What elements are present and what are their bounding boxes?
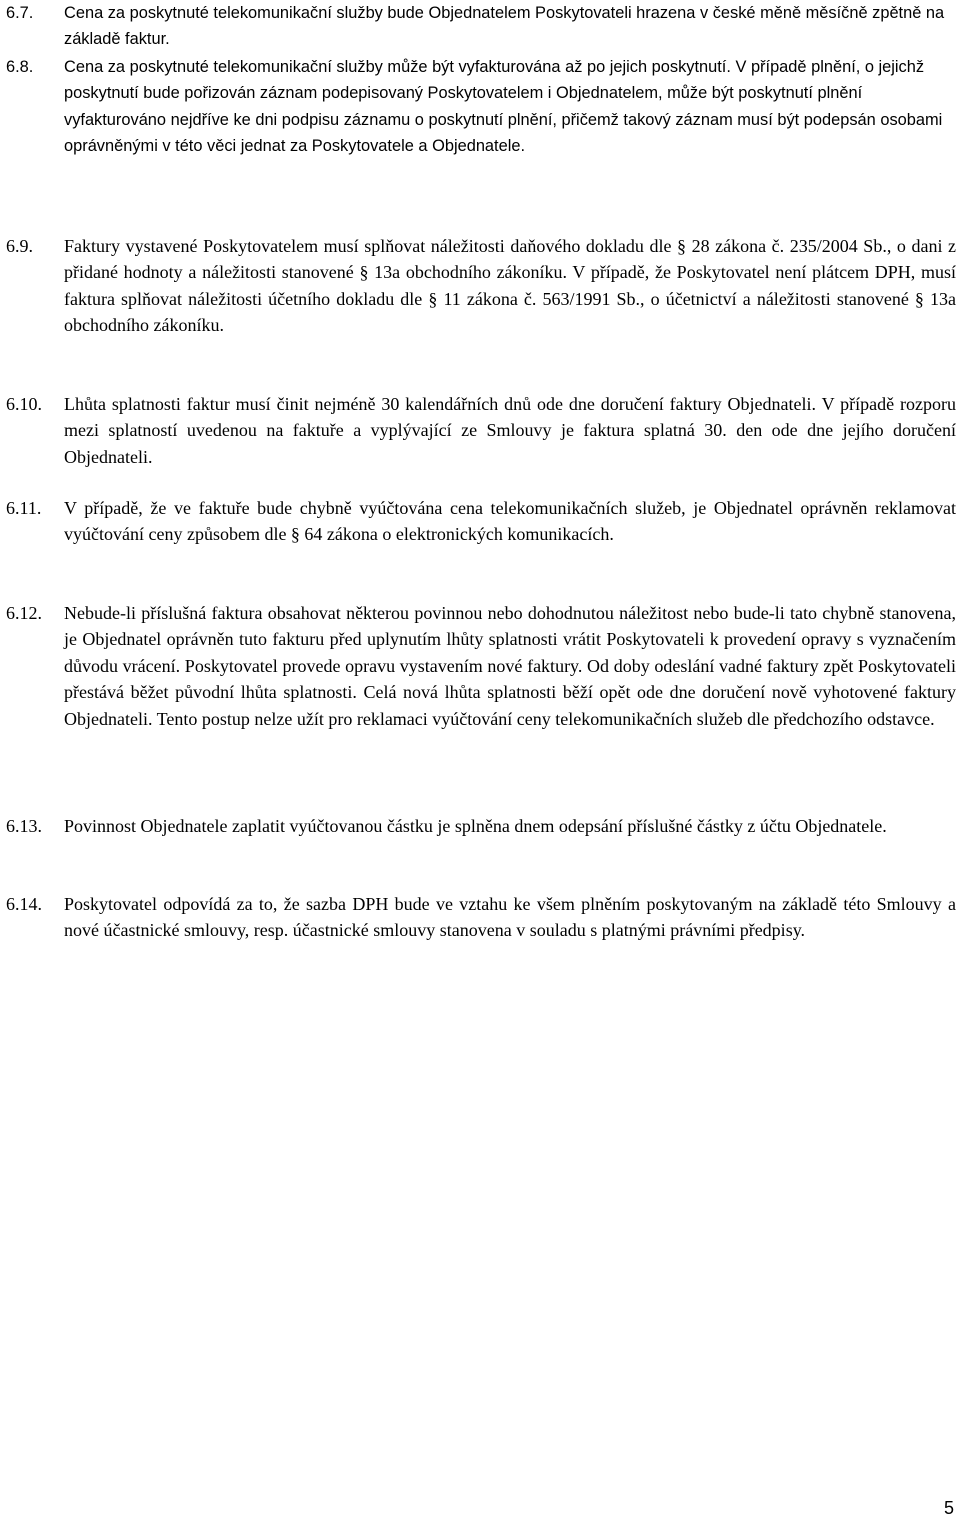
clause-text: Poskytovatel odpovídá za to, že sazba DPH bude ve vztahu ke všem plněním poskytovaným na základě této Smlouvy a nové účastnické smlouvy, resp. účastnické smlouvy stanovena v souladu s platnými právními předpisy. — [64, 894, 956, 941]
clause-text: Lhůta splatnosti faktur musí činit nejméně 30 kalendářních dnů ode dne doručení faktury Objednateli. V případě rozporu mezi splatností uvedenou na faktuře a vyplývající ze Smlouvy je faktura splatná 30. den ode dne jejího doručení Objednateli. — [64, 394, 956, 467]
clause-text: Cena za poskytnuté telekomunikační služby bude Objednatelem Poskytovateli hrazena v české měně měsíčně zpětně na základě faktur. — [64, 4, 945, 49]
clause-number: 6.7. — [6, 4, 34, 22]
clause-number: 6.8. — [6, 58, 34, 76]
page-number: 5 — [943, 1498, 954, 1518]
clause-number: 6.13. — [6, 816, 42, 836]
clause-number: 6.12. — [6, 603, 42, 623]
clause-text: Cena za poskytnuté telekomunikační služby může být vyfakturována až po jejich poskytnutí. V případě plnění, o jejichž poskytnutí bude pořizován záznam podepisovaný Poskytovatelem i Objednatelem, může být poskytnutí plnění vyfakturováno nejdříve ke dni podpisu záznamu o poskytnutí plnění, přičemž takový záznam musí být podepsán osobami oprávněnými v této věci jednat za Poskytovatele a Objednatele. — [64, 58, 943, 156]
clause-number: 6.10. — [6, 394, 42, 414]
clause-text: V případě, že ve faktuře bude chybně vyúčtována cena telekomunikačních služeb, je Objednatel oprávněn reklamovat vyúčtování ceny způsobem dle § 64 zákona o elektronických komunikacích. — [64, 498, 956, 545]
clause-text: Faktury vystavené Poskytovatelem musí splňovat náležitosti daňového dokladu dle § 28 zákona č. 235/2004 Sb., o dani z přidané hodnoty a náležitosti stanovené § 13a obchodního zákoníku. V případě, že Poskytovatel není plátcem DPH, musí faktura splňovat náležitosti účetního dokladu dle § 11 zákona č. 563/1991 Sb., o účetnictví a náležitosti stanovené § 13a obchodního zákoníku. — [64, 236, 956, 336]
clause-number: 6.9. — [6, 236, 33, 256]
clause-number: 6.11. — [6, 498, 42, 518]
clause-number: 6.14. — [6, 894, 42, 914]
clause-text: Nebude-li příslušná faktura obsahovat některou povinnou nebo dohodnutou náležitost nebo bude-li tato chybně stanovena, je Objednatel oprávněn tuto fakturu před uplynutím lhůty splatnosti vrátit Poskytovateli k provedení opravy s vyznačením důvodu vrácení. Poskytovatel provede opravu vystavením nové faktury. Od doby odeslání vadné faktury zpět Poskytovateli přestává běžet původní lhůta splatnosti. Celá nová lhůta splatnosti běží opět ode dne doručení nově vyhotovené faktury Objednateli. Tento postup nelze užít pro reklamaci vyúčtování ceny telekomunikačních služeb dle předchozího odstavce. — [64, 603, 956, 729]
clause-text: Povinnost Objednatele zaplatit vyúčtovanou částku je splněna dnem odepsání příslušné částky z účtu Objednatele. — [64, 816, 887, 836]
